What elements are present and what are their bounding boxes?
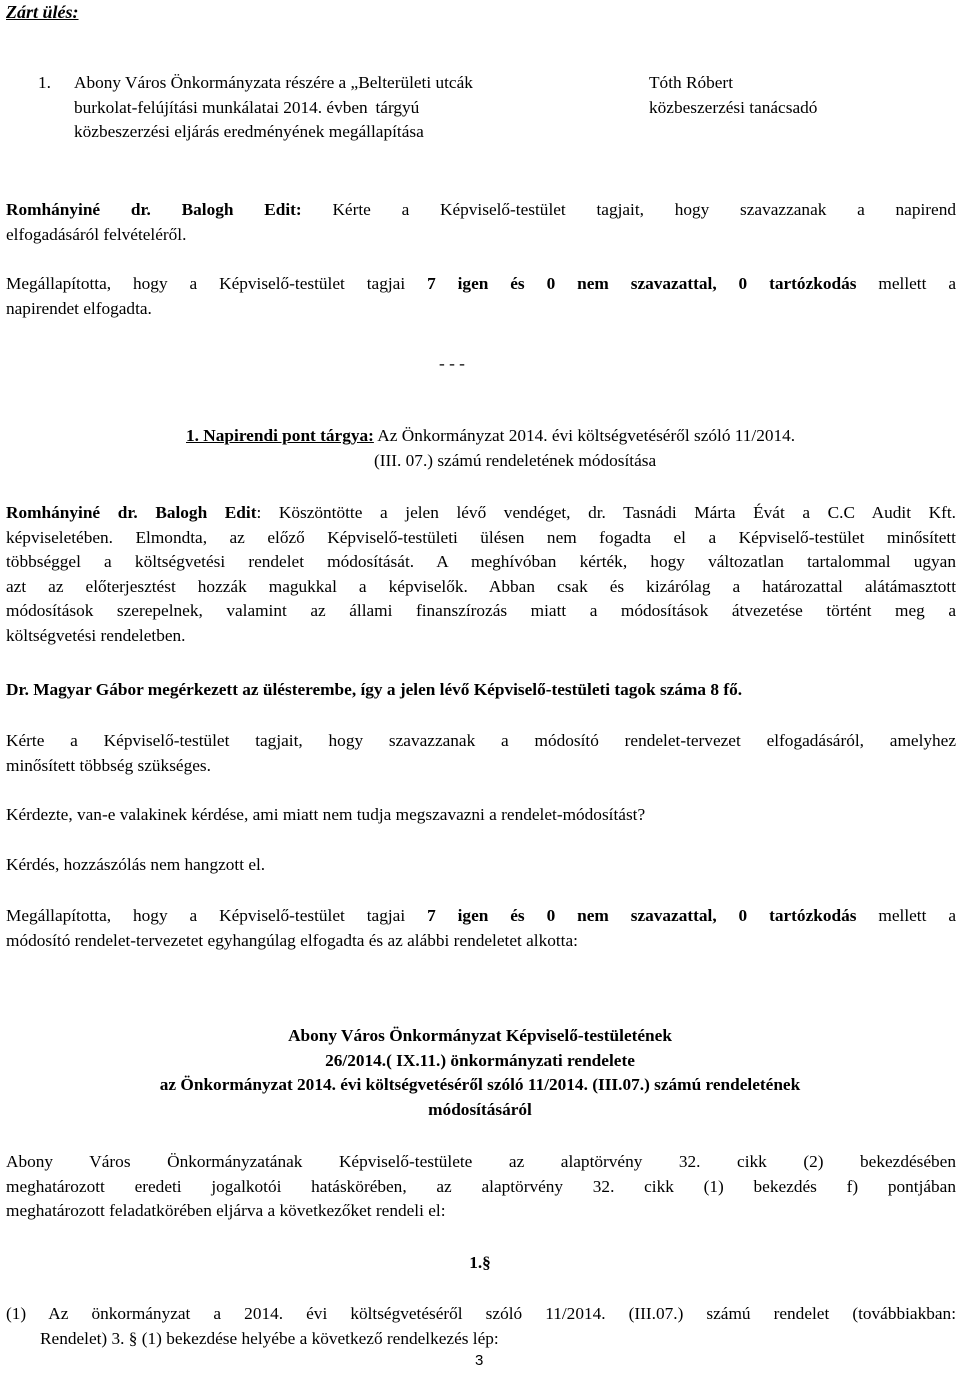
speaker-name: Romhányiné dr. Balogh Edit:: [6, 200, 302, 219]
decree-line: 26/2014.( IX.11.) önkormányzati rendelete: [325, 1050, 635, 1070]
page-number: 3: [475, 1352, 484, 1369]
text-span: Kérte a Képviselő-testület tagjait, hogy szavazzanak a napirend: [332, 200, 957, 219]
text-span: mellett a: [878, 274, 956, 293]
decree-line: módosításáról: [428, 1099, 532, 1119]
agenda-line: közbeszerzési eljárás eredményének megállapítása: [74, 122, 424, 141]
presenter-name: Tóth Róbert: [649, 73, 733, 92]
agenda-title: [74, 71, 594, 145]
decree-title: [0, 1024, 960, 1073]
paragraph-agenda-approval: [6, 272, 956, 321]
text-line: napirendet elfogadta.: [6, 298, 152, 318]
agenda-point: [186, 424, 795, 473]
paragraph-no-comments: Kérdés, hozzászólás nem hangzott el.: [6, 855, 266, 874]
paragraph-arrival: Dr. Magyar Gábor megérkezett az ülésterembe, így a jelen lévő Képviselő-testületi tagok száma 8 fő.: [6, 680, 743, 699]
agenda-presenter: [649, 71, 817, 120]
agenda-line: Abony Város Önkormányzata részére a „Belterületi utcák: [74, 73, 473, 92]
text-line: többséggel a költségvetési rendelet módosítását. A meghívóban kérték, hogy változatlan tartalommal ugyan: [6, 552, 956, 571]
text-line: Kérte a Képviselő-testület tagjait, hogy szavazzanak a módosító rendelet-tervezet elfogadásáról, amelyhez: [6, 731, 956, 750]
paragraph-welcome: [6, 501, 956, 648]
paragraph-vote-request-2: [6, 729, 956, 778]
text-line: meghatározott eredeti jogalkotói hatáskörében, az alaptörvény 32. cikk (1) bekezdés f) pontjában: [6, 1176, 956, 1196]
separator: - - -: [439, 354, 465, 373]
decree-subtitle: [0, 1073, 960, 1122]
text-line: meghatározott feladatkörében eljárva a következőket rendeli el:: [6, 1201, 446, 1220]
paragraph-vote-request: [6, 198, 956, 247]
text-span: Megállapította, hogy a Képviselő-testület tagjai: [6, 906, 406, 925]
vote-result: 7 igen és 0 nem szavazattal, 0 tartózkodás: [427, 906, 857, 925]
speaker-name: Romhányiné dr. Balogh Edit: [6, 503, 257, 522]
text-span: : Köszöntötte a jelen lévő vendéget, dr. Tasnádi Márta Évát a C.C Audit Kft.: [256, 503, 956, 522]
paragraph-decree-approval: [6, 904, 956, 953]
text-line: Abony Város Önkormányzatának Képviselő-testülete az alaptörvény 32. cikk (2) bekezdésében: [6, 1152, 956, 1171]
text-span: Megállapította, hogy a Képviselő-testület tagjai: [6, 274, 406, 293]
text-line: költségvetési rendeletben.: [6, 625, 186, 645]
text-line: képviseletében. Elmondta, az előző Képviselő-testületi ülésen nem fogadta el a Képviselő-testület minősített: [6, 527, 956, 547]
text-span: mellett a: [878, 906, 956, 925]
agenda-line: burkolat-felújítási munkálatai 2014. évben tárgyú: [74, 97, 420, 117]
text-span: Az önkormányzat a 2014. évi költségvetéséről szóló 11/2014. (III.07.) számú rendelet (továbbiakban:: [48, 1304, 956, 1323]
item-number: (1): [6, 1304, 27, 1323]
decree-line: Abony Város Önkormányzat Képviselő-testületének: [288, 1026, 672, 1045]
agenda-point-title: Az Önkormányzat 2014. évi költségvetéséről szóló 11/2014.: [377, 426, 796, 445]
paragraph-amendment: [6, 1302, 956, 1351]
section-heading: Zárt ülés:: [6, 2, 79, 22]
agenda-point-label: 1. Napirendi pont tárgya:: [186, 426, 374, 445]
text-line: minősített többség szükséges.: [6, 755, 211, 775]
paragraph-preamble: [6, 1150, 956, 1224]
presenter-role: közbeszerzési tanácsadó: [649, 97, 818, 117]
decree-line: az Önkormányzat 2014. évi költségvetéséről szóló 11/2014. (III.07.) számú rendeletének: [159, 1075, 801, 1094]
text-line: elfogadásáról felvételéről.: [6, 224, 187, 244]
text-line: módosítások szerepelnek, valamint az állami finanszírozás miatt a módosítások átvezetése történt meg a: [6, 601, 956, 620]
agenda-number: 1.: [38, 73, 51, 92]
agenda-point-title-line2: (III. 07.) számú rendeletének módosítása: [374, 450, 657, 470]
vote-result: 7 igen és 0 nem szavazattal, 0 tartózkodás: [427, 274, 857, 293]
text-line: azt az előterjesztést hozzák magukkal a képviselők. Abban csak és kizárólag a határozattal alátámasztott: [6, 576, 956, 596]
text-line: módosító rendelet-tervezetet egyhangúlag elfogadta és az alábbi rendeletet alkotta:: [6, 930, 578, 950]
section-number: 1.§: [469, 1253, 491, 1272]
paragraph-question: Kérdezte, van-e valakinek kérdése, ami miatt nem tudja megszavazni a rendelet-módosítást?: [6, 805, 646, 824]
text-line: Rendelet) 3. § (1) bekezdése helyébe a következő rendelkezés lép:: [40, 1328, 499, 1348]
